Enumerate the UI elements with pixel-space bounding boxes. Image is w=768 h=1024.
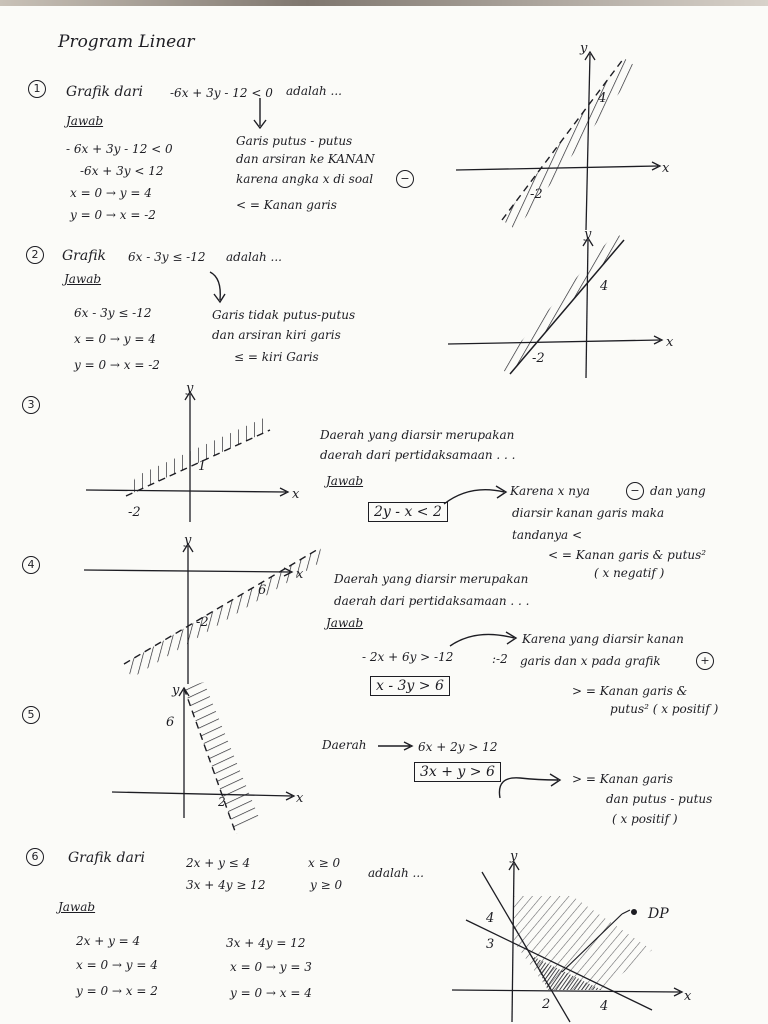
curved-arrow <box>446 628 522 650</box>
page-title: Program Linear <box>58 32 195 52</box>
statement-line: daerah dari pertidaksamaan . . . <box>334 594 530 608</box>
problem-number: 4 <box>22 556 40 574</box>
constraint: 3x + 4y ≥ 12 <box>186 878 266 892</box>
y-tick-label: 4 <box>486 911 495 926</box>
curved-arrow <box>206 270 230 308</box>
x-axis-label: x <box>296 791 304 806</box>
constraint: x ≥ 0 <box>308 856 341 870</box>
y-intercept-label: 6 <box>166 715 175 730</box>
x-intercept-label: -2 <box>128 505 141 520</box>
step-line: y = 0 → x = -2 <box>74 358 160 372</box>
step-line: -6x + 3y < 12 <box>80 164 164 178</box>
x-axis-label: x <box>292 487 300 502</box>
step-line: y = 0 → x = -2 <box>70 208 156 222</box>
question-suffix: adalah ... <box>286 84 342 98</box>
x-intercept-label: 2 <box>218 795 226 809</box>
y-axis-label: y <box>186 381 194 396</box>
jawab-label: Jawab <box>66 114 104 128</box>
step-line: - 6x + 3y - 12 < 0 <box>66 142 173 156</box>
y-intercept-label: 4 <box>600 279 609 294</box>
x-axis-label: x <box>684 989 692 1004</box>
reason-line: garis dan x pada grafik <box>520 654 661 668</box>
jawab-label: Jawab <box>326 474 364 488</box>
reason-line: tandanya < <box>512 528 583 542</box>
reason-line: diarsir kanan garis maka <box>512 506 665 520</box>
x-intercept-label: -2 <box>532 351 545 366</box>
down-arrow <box>250 96 270 132</box>
plus-sign-circle: + <box>696 652 714 670</box>
x-axis-label: x <box>296 567 304 582</box>
step-line: x = 0 → y = 4 <box>76 958 158 972</box>
dp-label: DP <box>648 906 669 922</box>
lead-word: Daerah <box>322 738 367 752</box>
step-line: 3x + 4y = 12 <box>226 936 306 950</box>
note-line: Garis putus - putus <box>236 134 353 148</box>
y-axis-label: y <box>584 227 592 242</box>
reason-line: dan yang <box>650 484 706 498</box>
problem-number: 5 <box>22 706 40 724</box>
x-tick-label: 2 <box>542 997 551 1012</box>
note-line: dan arsiran ke KANAN <box>236 152 375 166</box>
graph-problem-1 <box>456 41 670 230</box>
note-line: karena angka x di soal <box>236 172 374 186</box>
reason-line: > = Kanan garis & <box>572 684 688 698</box>
paper-top-edge <box>0 0 768 6</box>
constraint: y ≥ 0 <box>310 878 343 892</box>
statement-line: Daerah yang diarsir merupakan <box>334 572 529 586</box>
answer-box: x - 3y > 6 <box>370 676 450 696</box>
y-axis-label: y <box>184 533 192 548</box>
x-axis-label: x <box>662 161 670 176</box>
minus-sign-circle: − <box>396 170 414 188</box>
problem-number: 3 <box>22 396 40 414</box>
x-intercept-label: -2 <box>530 187 543 202</box>
note-line: ≤ = kiri Garis <box>234 350 319 364</box>
question-prefix: Grafik <box>62 248 107 264</box>
jawab-label: Jawab <box>58 900 96 914</box>
reason-line: ( x positif ) <box>612 812 678 826</box>
statement-line: daerah dari pertidaksamaan . . . <box>320 448 516 462</box>
constraint: 2x + y ≤ 4 <box>186 856 251 870</box>
question-prefix: Grafik dari <box>68 850 145 866</box>
reason-line: putus² ( x positif ) <box>610 702 719 716</box>
problem-number: 1 <box>28 80 46 98</box>
y-tick-label: 3 <box>486 937 495 952</box>
reason-line: > = Kanan garis <box>572 772 673 786</box>
work-line: 6x + 2y > 12 <box>418 740 498 754</box>
curved-arrow <box>440 482 510 508</box>
step-line: y = 0 → x = 4 <box>230 986 312 1000</box>
question-prefix: Grafik dari <box>66 84 143 100</box>
step-line: x = 0 → y = 4 <box>74 332 156 346</box>
curved-arrow <box>494 770 570 800</box>
y-intercept-label: 1 <box>198 459 207 474</box>
y-axis-label: y <box>510 849 518 864</box>
reason-line: < = Kanan garis & putus² <box>548 548 707 562</box>
reason-line: ( x negatif ) <box>594 566 665 580</box>
note-line: < = Kanan garis <box>236 198 337 212</box>
right-arrow <box>376 740 416 752</box>
question-suffix: adalah ... <box>368 866 424 880</box>
question-suffix: adalah ... <box>226 250 282 264</box>
graph-problem-2 <box>448 228 674 378</box>
note-line: dan arsiran kiri garis <box>212 328 341 342</box>
step-line: 6x - 3y ≤ -12 <box>74 306 152 320</box>
question-expression: 6x - 3y ≤ -12 <box>128 250 206 264</box>
y-intercept-label: -2 <box>196 615 209 630</box>
reason-line: Karena x nya <box>510 484 590 498</box>
graph-problem-4 <box>84 534 334 684</box>
graph-problem-6 <box>452 850 698 1022</box>
y-axis-label: y <box>580 41 588 56</box>
y-axis-label: y <box>172 683 180 698</box>
answer-box: 2y - x < 2 <box>368 502 448 522</box>
jawab-label: Jawab <box>326 616 364 630</box>
note-line: Garis tidak putus-putus <box>212 308 356 322</box>
answer-box: 3x + y > 6 <box>414 762 501 782</box>
statement-line: Daerah yang diarsir merupakan <box>320 428 515 442</box>
step-line: 2x + y = 4 <box>76 934 141 948</box>
problem-number: 6 <box>26 848 44 866</box>
x-intercept-label: 6 <box>258 583 267 598</box>
divide-note: :-2 <box>492 652 508 666</box>
problem-number: 2 <box>26 246 44 264</box>
graph-problem-3 <box>86 380 306 522</box>
step-line: y = 0 → x = 2 <box>76 984 158 998</box>
minus-sign-circle: − <box>626 482 644 500</box>
step-line: x = 0 → y = 3 <box>230 960 312 974</box>
x-tick-label: 4 <box>600 999 609 1014</box>
y-intercept-label: 4 <box>598 91 607 106</box>
step-line: x = 0 → y = 4 <box>70 186 152 200</box>
x-axis-label: x <box>666 335 674 350</box>
reason-line: Karena yang diarsir kanan <box>522 632 684 646</box>
work-line: - 2x + 6y > -12 <box>362 650 454 664</box>
graph-problem-5 <box>112 680 308 834</box>
question-expression: -6x + 3y - 12 < 0 <box>170 86 273 100</box>
jawab-label: Jawab <box>64 272 102 286</box>
reason-line: dan putus - putus <box>606 792 713 806</box>
